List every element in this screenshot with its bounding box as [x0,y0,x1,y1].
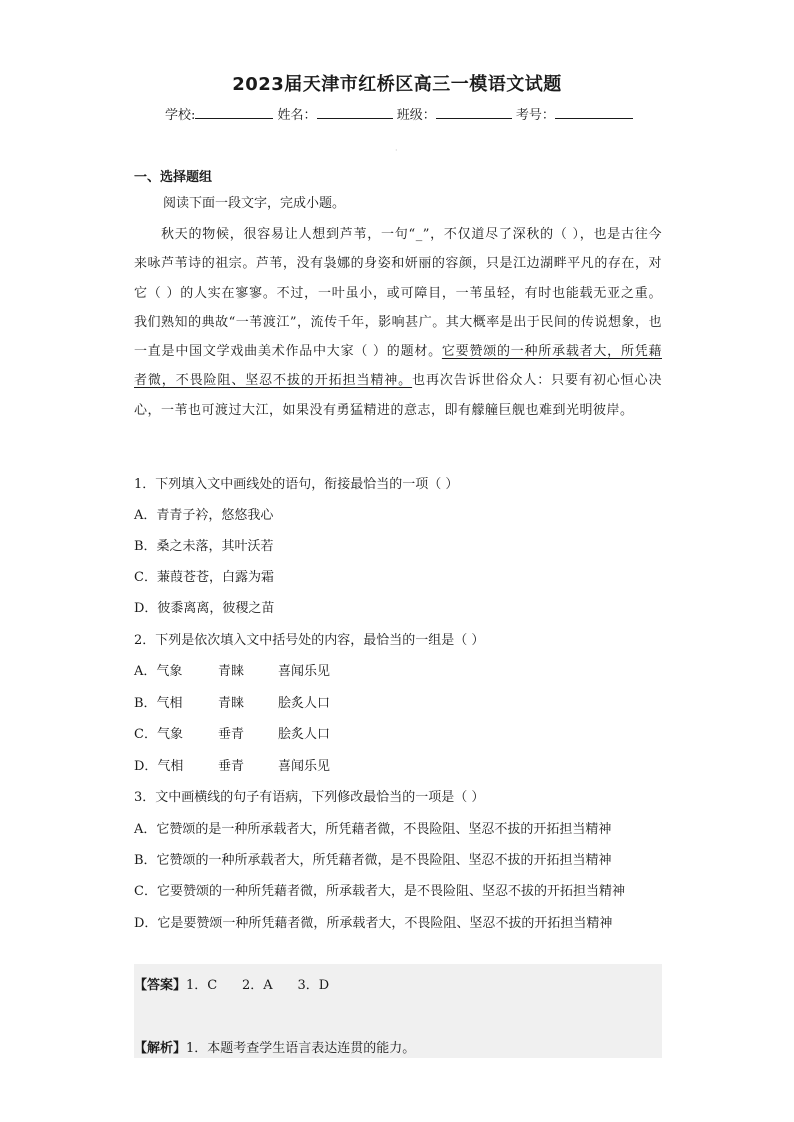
option-word-2: 青睐 [218,664,245,679]
question-3-option-c[interactable]: C．它要赞颂的一种所凭藉者微，所承载者大，是不畏险阻、坚忍不拔的开拓担当精神 [134,884,625,899]
section-heading: 一、选择题组 [134,170,213,185]
explanation-label: 【解析】 [134,1041,187,1056]
passage-part1: 秋天的物候，很容易让人想到芦苇，一句“ [161,227,416,242]
school-label: 学校: [165,108,196,123]
option-word-1: D．气相 [134,759,184,774]
page-title: 2023届天津市红桥区高三一模语文试题 [232,74,562,95]
option-word-1: A．气象 [134,664,183,679]
option-word-3: 喜闻乐见 [278,759,331,774]
question-1-option-d[interactable]: D．彼黍离离，彼稷之苗 [134,601,275,616]
question-1-stem: 1．下列填入文中画线处的语句，衔接最恰当的一项（ ） [134,477,459,492]
question-2-stem: 2．下列是依次填入文中括号处的内容，最恰当的一组是（ ） [134,633,485,648]
question-1-option-a[interactable]: A．青青子衿，悠悠我心 [134,508,274,523]
question-3-option-b[interactable]: B．它赞颂的一种所承载者大，所凭藉者微，是不畏险阻、坚忍不拔的开拓担当精神 [134,853,612,868]
option-word-3: 脍炙人口 [278,696,331,711]
number-label: 考号： [515,108,555,123]
question-2-option-c[interactable] [134,723,330,742]
question-3-option-a[interactable]: A．它赞颂的是一种所承载者大，所凭藉者微，不畏险阻、坚忍不拔的开拓担当精神 [134,822,612,837]
student-info-line [165,104,633,123]
decorative-dot: · [395,146,398,155]
passage-underlined-sentence: 它要赞颂的一种所承载者大，所凭藉者微，不畏险阻、坚忍不拔的开拓担当精神。 [134,344,662,389]
number-blank[interactable] [555,105,633,119]
option-word-2: 垂青 [218,727,245,742]
option-word-1: C．气象 [134,727,183,742]
option-word-2: 垂青 [218,759,245,774]
question-2-option-b[interactable] [134,692,330,711]
passage-blank: _ [415,227,423,242]
passage-part2: ”，不仅道尽了深秋的（ ），也是古往今来咏芦苇诗的祖宗。芦苇，没有袅娜的身姿和妍丽的容颜，只是江边湖畔平凡的存在，对它（ ）的人实在寥寥。不过，一叶虽小，或可障目，一苇虽轻，有时也能载无亚之重。我们熟知的典故“一苇渡江”，流传千年，影响甚广。其大概率是出于民间的传说想象，也一直是中国文学戏曲美术作品中大家（ ）的题材。 [134,227,662,360]
option-word-2: 青睐 [218,696,245,711]
reading-passage [134,220,662,425]
name-blank[interactable] [317,105,393,119]
option-word-3: 脍炙人口 [278,727,331,742]
class-label: 班级： [396,108,436,123]
explanation-line [134,1037,415,1056]
answer-line [134,974,329,993]
name-label: 姓名： [277,108,317,123]
answer-label: 【答案】 [134,978,187,993]
answer-text: 1．C 2．A 3．D [186,978,330,993]
school-blank[interactable] [195,105,273,119]
question-1-option-b[interactable]: B．桑之未落，其叶沃若 [134,539,274,554]
question-3-stem: 3．文中画横线的句子有语病，下列修改最恰当的一项是（ ） [134,790,485,805]
option-word-1: B．气相 [134,696,183,711]
question-1-option-c[interactable]: C．蒹葭苍苍，白露为霜 [134,570,274,585]
section-instruction: 阅读下面一段文字，完成小题。 [163,196,346,211]
passage-part3: 也再次告诉世俗众人：只要有初心恒心决心，一苇也可渡过大江，如果没有勇猛精进的意志，即有艨艟巨舰也难到光明彼岸。 [134,373,662,418]
question-2-option-d[interactable] [134,755,330,774]
explanation-text: 1．本题考查学生语言表达连贯的能力。 [186,1041,416,1056]
question-3-option-d[interactable]: D．它是要赞颂一种所凭藉者微，所承载者大，不畏险阻、坚忍不拔的开拓担当精神 [134,916,613,931]
question-2-option-a[interactable] [134,660,330,679]
class-blank[interactable] [436,105,512,119]
option-word-3: 喜闻乐见 [278,664,331,679]
